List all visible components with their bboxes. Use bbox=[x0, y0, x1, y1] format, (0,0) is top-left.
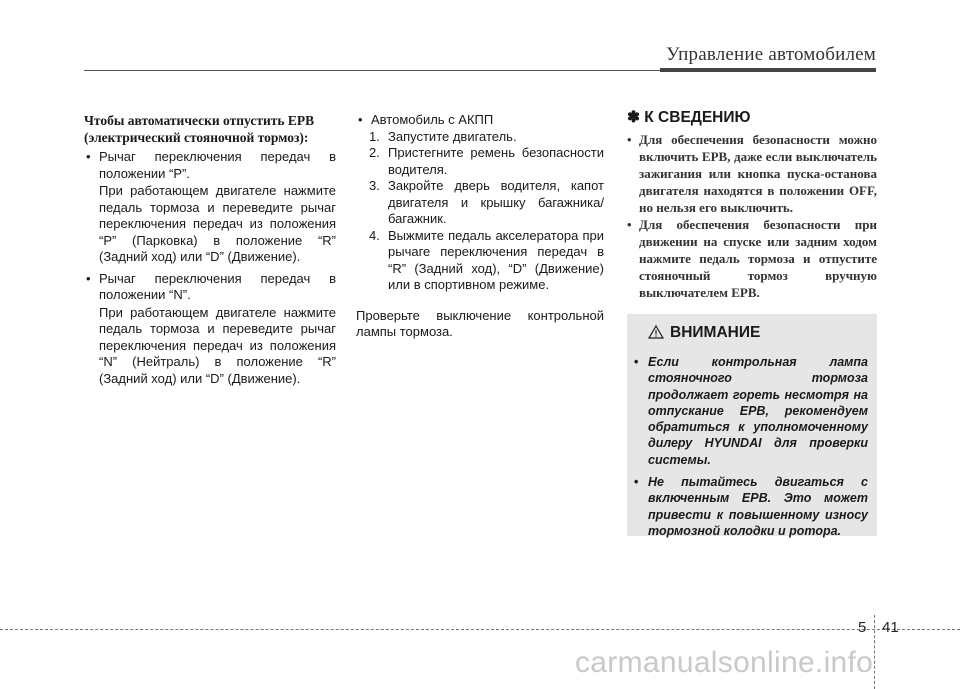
bullet: • bbox=[627, 131, 632, 147]
bullet: • bbox=[627, 216, 632, 232]
info-title: ✽ К СВЕДЕНИЮ bbox=[627, 109, 751, 126]
step-number: 4. bbox=[369, 227, 380, 243]
bullet: • bbox=[86, 149, 91, 164]
header-title: Управление автомобилем bbox=[666, 44, 876, 65]
section-heading-line1: Чтобы автоматически отпустить EPB bbox=[84, 113, 315, 128]
step-text: Запустите двигатель. bbox=[388, 128, 517, 144]
step-text: Пристегните ремень безопасности водителя. bbox=[388, 145, 604, 177]
step-item bbox=[356, 145, 604, 178]
info-item bbox=[627, 131, 877, 216]
info-item-text: Для обеспечения безопасности при движении на спуске или задним ходом нажмите педаль тормоза и отпустите стояночный тормоз вручную выключателем EPB. bbox=[639, 216, 877, 300]
watermark: carmanualsonline.info bbox=[575, 646, 874, 679]
warning-title-text: ВНИМАНИЕ bbox=[670, 324, 761, 341]
step-item bbox=[356, 228, 604, 294]
info-item bbox=[627, 216, 877, 301]
warning-item bbox=[634, 474, 868, 539]
warning-item-text: Если контрольная лампа стояночного тормоза продолжает гореть несмотря на отпускание EPB, рекомендуем обратиться к уполномоченному дилеру HYUNDAI для проверки системы. bbox=[648, 355, 868, 467]
bullet: • bbox=[358, 112, 363, 127]
footer-divider bbox=[874, 615, 876, 689]
warning-box bbox=[627, 314, 877, 536]
step-number: 1. bbox=[369, 128, 380, 144]
step-item bbox=[356, 129, 604, 146]
list-item bbox=[84, 149, 336, 182]
step-text: Выжмите педаль акселератора при рычаге переключения передач в “R” (Задний ход), “D” (Движение) или в спортивном режиме. bbox=[388, 227, 604, 292]
warning-triangle-icon bbox=[648, 325, 664, 339]
page-number: 41 bbox=[882, 619, 899, 636]
info-item-text: Для обеспечения безопасности можно включить EPB, даже если выключатель зажигания или кнопка пуска-останова двигателя находятся в положении OFF, но нельзя его выключить. bbox=[639, 131, 877, 215]
bullet: • bbox=[634, 355, 639, 369]
list-item-text: Рычаг переключения передач в положении “P”. bbox=[99, 149, 336, 181]
list-item-text: Автомобиль с АКПП bbox=[371, 112, 494, 127]
bullet: • bbox=[86, 270, 91, 286]
step-item bbox=[356, 178, 604, 228]
info-section bbox=[627, 109, 877, 301]
footer-rule bbox=[0, 629, 960, 630]
step-number: 2. bbox=[369, 145, 380, 160]
section-heading-line2: (электрический стояночной тормоз): bbox=[84, 130, 309, 145]
middle-column bbox=[356, 112, 604, 341]
warning-title bbox=[648, 324, 760, 342]
section-heading bbox=[84, 112, 336, 146]
list-item bbox=[84, 271, 336, 304]
left-column bbox=[84, 112, 336, 387]
warning-item-text: Не пытайтесь двигаться с включенным EPB. Это может привести к повышенному износу тормозной колодки и ротора. bbox=[648, 475, 868, 538]
list-item-detail: При работающем двигателе нажмите педаль тормоза и переведите рычаг переключения передач из положения “P” (Парковка) в положение “R” (Задний ход) или “D” (Движение). bbox=[99, 183, 336, 264]
step-text: Закройте дверь водителя, капот двигателя и крышку багажника/багажник. bbox=[388, 178, 604, 226]
note-paragraph: Проверьте выключение контрольной лампы тормоза. bbox=[356, 307, 604, 339]
bullet: • bbox=[634, 475, 639, 490]
warning-item bbox=[634, 354, 868, 468]
list-item bbox=[356, 112, 604, 129]
warning-list bbox=[634, 354, 868, 545]
list-item-text: Рычаг переключения передач в положении “N”. bbox=[99, 270, 336, 302]
step-number: 3. bbox=[369, 178, 380, 193]
section-number: 5 bbox=[858, 619, 867, 636]
header-rule-accent bbox=[660, 68, 876, 72]
list-item-detail: При работающем двигателе нажмите педаль тормоза и переведите рычаг переключения передач из положения “N” (Нейтраль) в положение “R” (Задний ход) или “D” (Движение). bbox=[99, 304, 336, 386]
